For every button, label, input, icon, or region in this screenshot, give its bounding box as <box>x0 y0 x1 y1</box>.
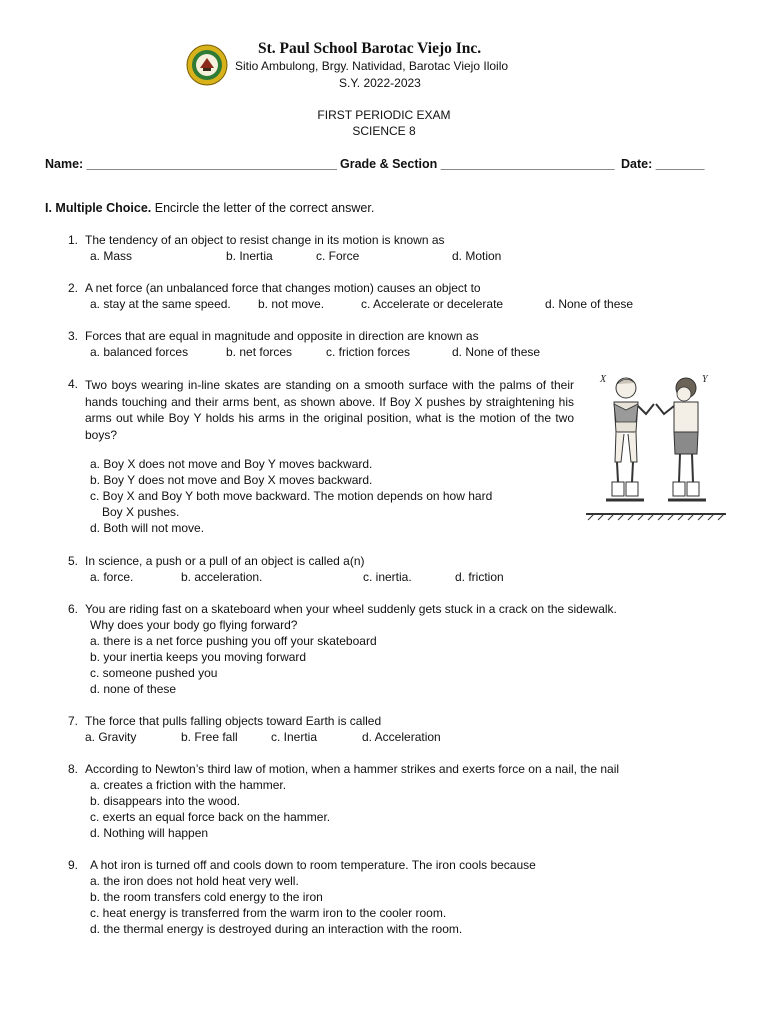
school-logo <box>186 44 228 86</box>
question-stem-line-2: Why does your body go flying forward? <box>90 618 298 632</box>
instructions <box>45 201 374 215</box>
figure-label-y: Y <box>702 374 708 385</box>
skaters-figure <box>584 370 728 522</box>
option-c[interactable]: c. friction forces <box>326 345 411 359</box>
option-c[interactable]: c. Accelerate or decelerate <box>361 297 504 311</box>
school-address: Sitio Ambulong, Brgy. Natividad, Barotac Viejo Iloilo <box>235 59 509 73</box>
instructions-heading: I. Multiple Choice. <box>45 201 152 215</box>
option-c[interactable]: c. Inertia <box>271 730 318 744</box>
option-d[interactable]: d. None of these <box>452 345 541 359</box>
figure-label-x: X <box>600 374 607 385</box>
question-stem: The force that pulls falling objects toward Earth is called <box>85 714 382 728</box>
option-b[interactable]: b. the room transfers cold energy to the iron <box>90 890 323 904</box>
option-a[interactable]: a. creates a friction with the hammer. <box>90 778 287 792</box>
question-number: 1. <box>68 233 79 247</box>
option-a[interactable]: a. there is a net force pushing you off your skateboard <box>90 634 377 648</box>
exam-title: FIRST PERIODIC EXAM <box>317 108 451 122</box>
option-b[interactable]: b. Boy Y does not move and Boy X moves backward. <box>90 473 373 487</box>
question-stem: According to Newton’s third law of motion, when a hammer strikes and exerts force on a nail, the nail <box>85 762 620 776</box>
question-number: 8. <box>68 762 79 776</box>
option-d[interactable]: d. None of these <box>545 297 634 311</box>
option-a[interactable]: a. stay at the same speed. <box>90 297 231 311</box>
question-stem: A net force (an unbalanced force that changes motion) causes an object to <box>85 281 481 295</box>
option-c[interactable]: c. exerts an equal force back on the hammer. <box>90 810 331 824</box>
question-1 <box>68 233 728 265</box>
option-d[interactable]: d. Nothing will happen <box>90 826 209 840</box>
option-c[interactable]: c. someone pushed you <box>90 666 218 680</box>
option-b[interactable]: b. not move. <box>258 297 325 311</box>
option-b[interactable]: b. your inertia keeps you moving forward <box>90 650 307 664</box>
option-a[interactable]: a. balanced forces <box>90 345 189 359</box>
option-d[interactable]: d. friction <box>455 570 504 584</box>
question-number: 6. <box>68 602 79 616</box>
option-d[interactable]: d. the thermal energy is destroyed during an interaction with the room. <box>90 922 463 936</box>
exam-subject: SCIENCE 8 <box>352 124 416 138</box>
option-b[interactable]: b. acceleration. <box>181 570 263 584</box>
option-c[interactable]: c. heat energy is transferred from the warm iron to the cooler room. <box>90 906 447 920</box>
question-stem: Two boys wearing in-line skates are standing on a smooth surface with the palms of their hands touching and their arms bent, as shown above. If Boy X pushes by straightening his arms out while Boy Y holds his arms in the original position, what is the motion of the two boys? <box>85 378 574 442</box>
question-stem: Forces that are equal in magnitude and opposite in direction are known as <box>85 329 479 343</box>
question-5 <box>68 554 728 586</box>
option-a[interactable]: a. the iron does not hold heat very well. <box>90 874 299 888</box>
option-a[interactable]: a. Boy X does not move and Boy Y moves backward. <box>90 457 373 471</box>
option-d[interactable]: d. Acceleration <box>362 730 441 744</box>
option-a[interactable]: a. Mass <box>90 249 133 263</box>
question-number: 2. <box>68 281 79 295</box>
question-stem: The tendency of an object to resist change in its motion is known as <box>85 233 445 247</box>
question-7 <box>68 714 728 746</box>
question-stem: In science, a push or a pull of an object is called a(n) <box>85 554 365 568</box>
option-c[interactable]: c. Force <box>316 249 360 263</box>
question-stem: You are riding fast on a skateboard when your wheel suddenly gets stuck in a crack on the sidewalk. <box>85 602 617 616</box>
option-b[interactable]: b. net forces <box>226 345 293 359</box>
question-stem: A hot iron is turned off and cools down to room temperature. The iron cools because <box>90 858 536 872</box>
instructions-text: Encircle the letter of the correct answer. <box>154 201 375 215</box>
option-b[interactable]: b. Free fall <box>181 730 238 744</box>
option-c-continued: Boy X pushes. <box>102 505 180 519</box>
question-number: 3. <box>68 329 79 343</box>
option-b[interactable]: b. Inertia <box>226 249 273 263</box>
question-number: 9. <box>68 858 79 872</box>
option-d[interactable]: d. Motion <box>452 249 502 263</box>
question-number: 5. <box>68 554 79 568</box>
grade-section-field[interactable]: Grade & Section _________________________ <box>340 157 615 171</box>
option-c[interactable]: c. inertia. <box>363 570 412 584</box>
school-year: S.Y. 2022-2023 <box>339 76 421 90</box>
question-6 <box>68 602 728 698</box>
option-a[interactable]: a. Gravity <box>85 730 137 744</box>
question-2 <box>68 281 728 313</box>
question-8 <box>68 762 728 842</box>
option-c[interactable]: c. Boy X and Boy Y both move backward. The motion depends on how hard <box>90 489 493 503</box>
option-a[interactable]: a. force. <box>90 570 134 584</box>
question-9 <box>68 858 728 938</box>
option-d[interactable]: d. none of these <box>90 682 177 696</box>
date-field[interactable]: Date: _______ <box>621 157 705 171</box>
question-number: 4. <box>68 377 79 391</box>
question-3 <box>68 329 728 361</box>
school-name: St. Paul School Barotac Viejo Inc. <box>258 40 482 57</box>
name-field[interactable]: Name: ____________________________________ <box>45 157 337 171</box>
option-b[interactable]: b. disappears into the wood. <box>90 794 241 808</box>
question-number: 7. <box>68 714 79 728</box>
option-d[interactable]: d. Both will not move. <box>90 521 205 535</box>
